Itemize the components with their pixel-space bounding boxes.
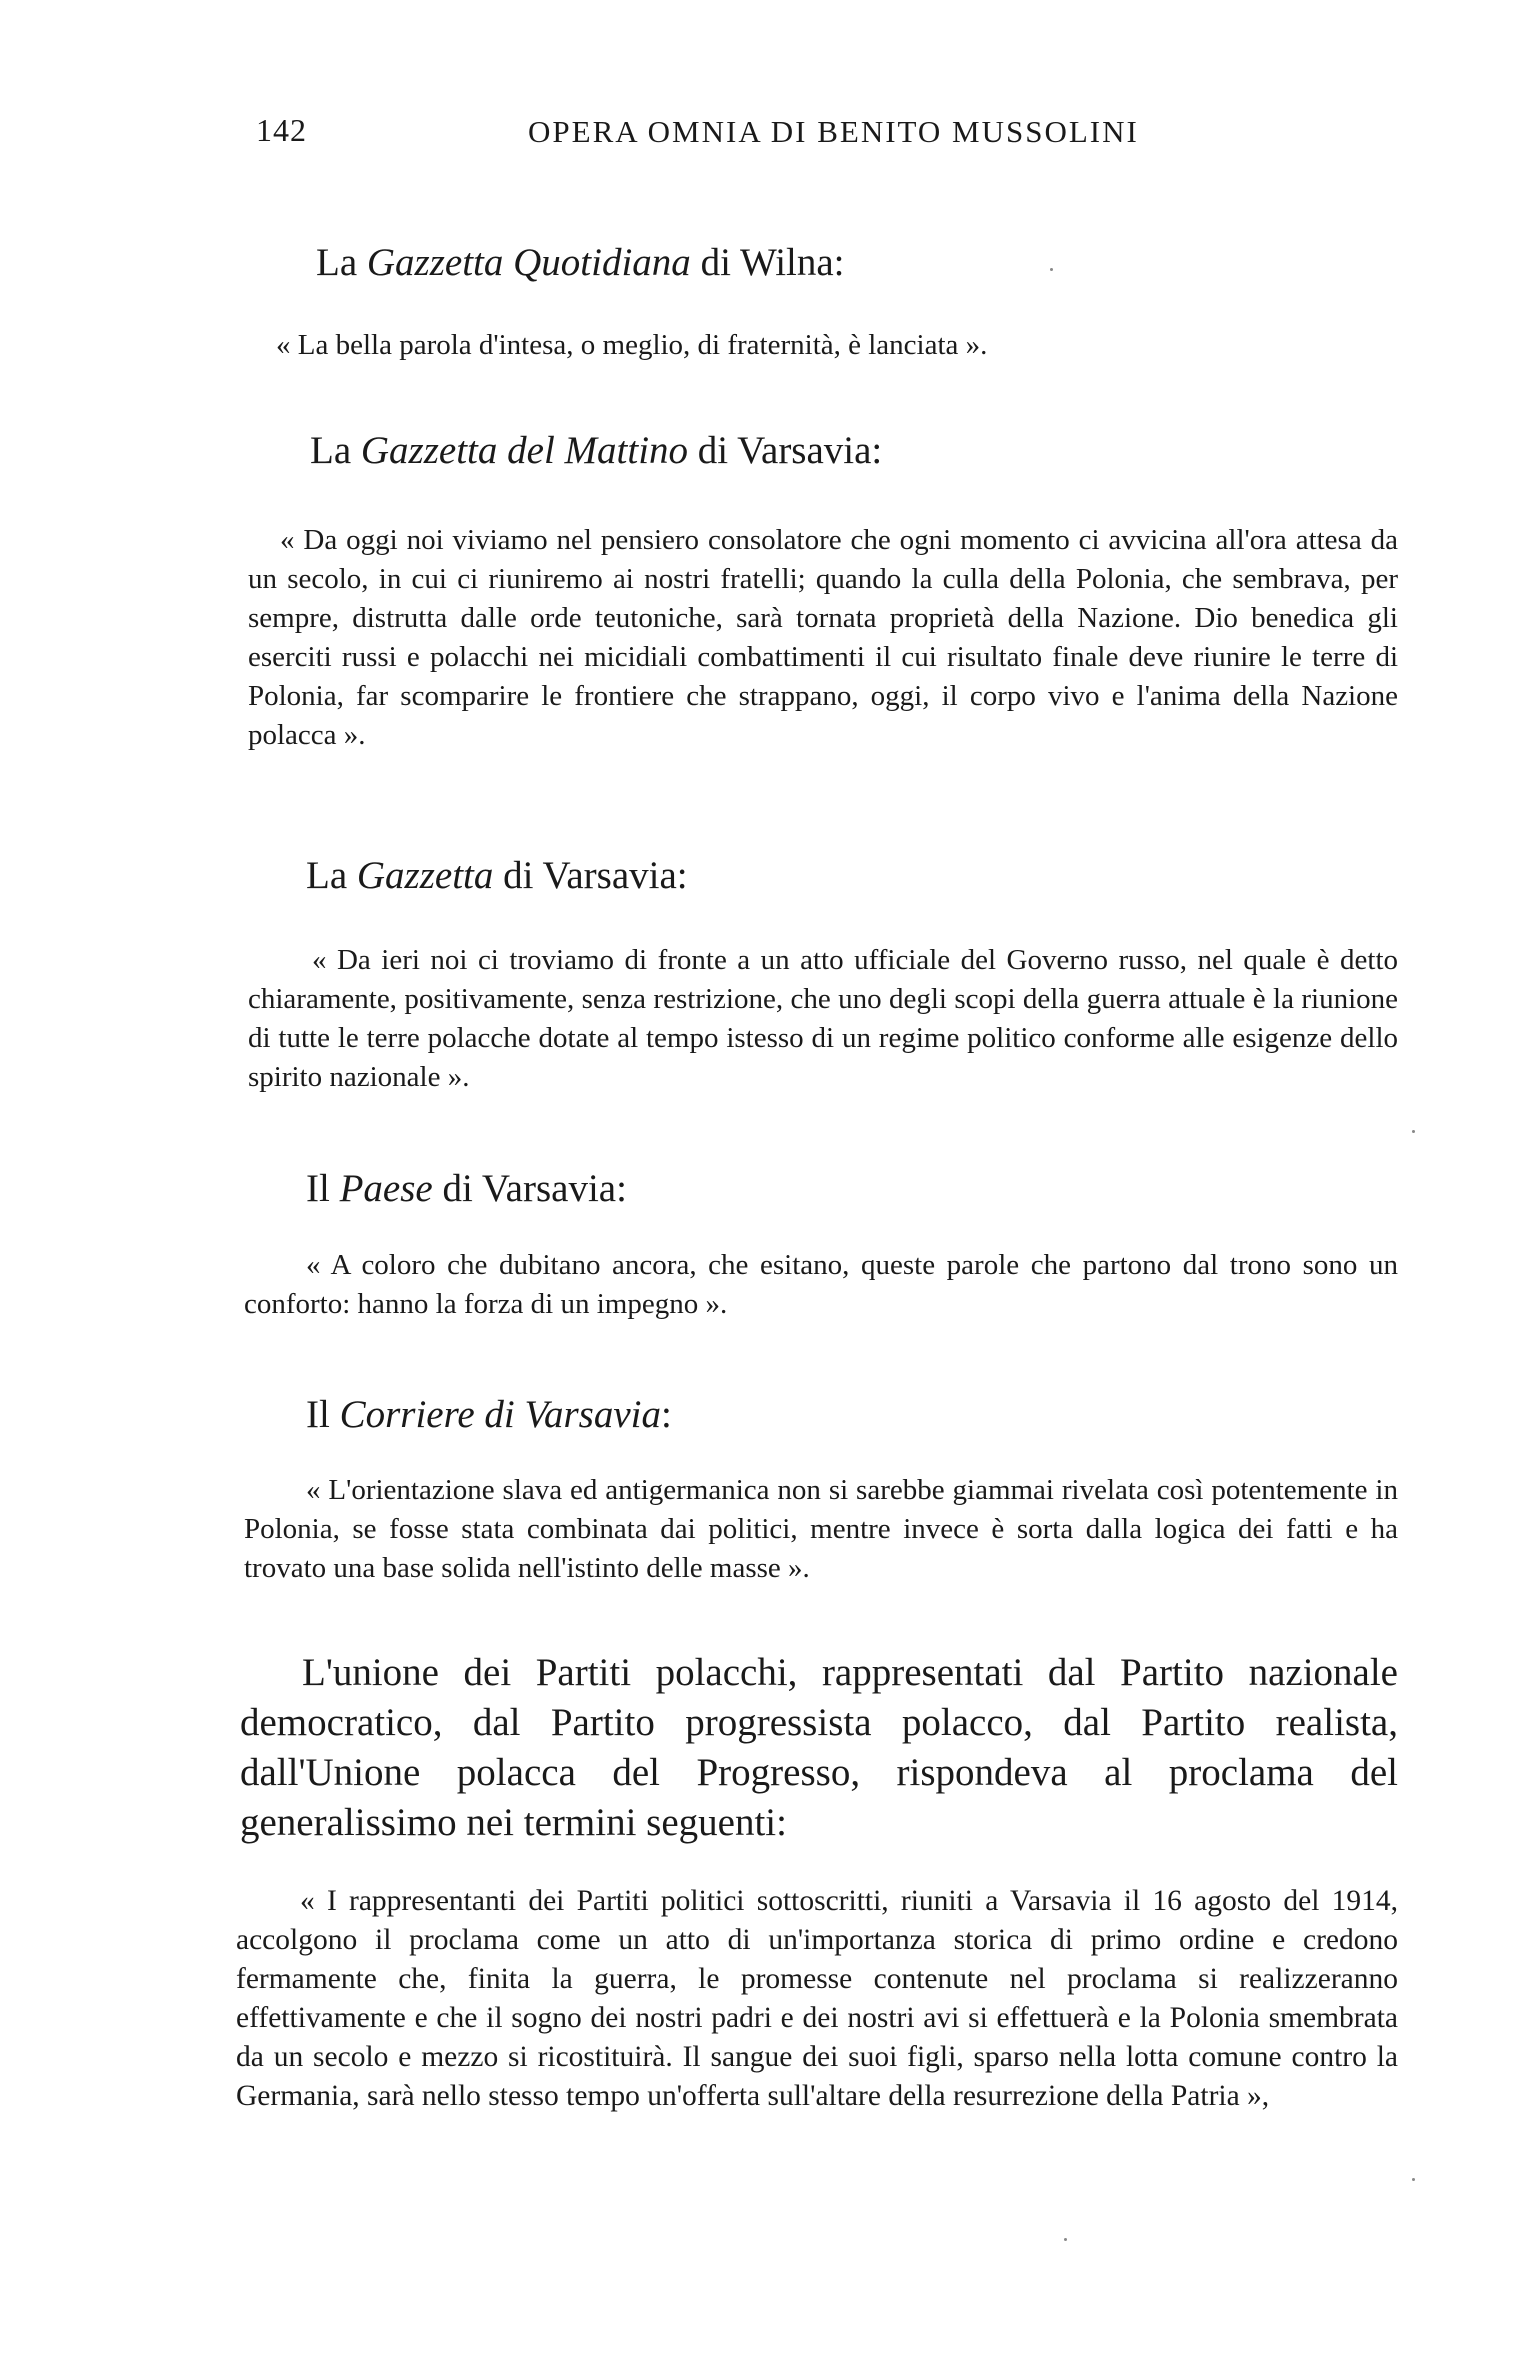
scan-speck <box>1412 1130 1415 1133</box>
section-intro <box>306 1392 672 1437</box>
intro-prefix: Il <box>306 1167 340 1210</box>
scan-speck <box>1064 2238 1067 2241</box>
intro-suffix: di Varsavia: <box>432 1167 627 1210</box>
newspaper-title: Gazzetta <box>356 854 494 897</box>
body-paragraph: L'unione dei Partiti polacchi, rappresentati dal Partito nazionale democratico, dal Partito progressista polacco, dal Partito realista, dall'Unione polacca del Progresso, rispondeva al proclama del generalissimo nei termini seguenti: <box>240 1651 1398 1844</box>
scan-speck <box>1412 2178 1415 2181</box>
section-quote: « La bella parola d'intesa, o meglio, di fraternità, è lanciata ». <box>276 329 988 361</box>
section-quote: « L'orientazione slava ed antigermanica non si sarebbe giammai rivelata così potentemente in Polonia, se fosse stata combinata dai politici, mentre invece è sorta dalla logica dei fatti e ha trovato una base solida nell'istinto delle masse ». <box>244 1474 1398 1584</box>
newspaper-title: Paese <box>339 1167 433 1210</box>
intro-prefix: La <box>306 854 357 897</box>
intro-suffix: di Varsavia: <box>688 429 883 472</box>
newspaper-title: Corriere di Varsavia <box>339 1393 661 1436</box>
intro-suffix: di Varsavia: <box>493 854 688 897</box>
section-quote: « Da ieri noi ci troviamo di fronte a un atto ufficiale del Governo russo, nel quale è detto chiaramente, positivamente, senza restrizione, che uno degli scopi della guerra attuale è la riunione di tutte le terre polacche dotate al tempo istesso di un regime politico conforme alle esigenze dello spirito nazionale ». <box>248 944 1398 1093</box>
newspaper-title: Gazzetta Quotidiana <box>366 241 691 284</box>
section-quote: « A coloro che dubitano ancora, che esitano, queste parole che partono dal trono sono un conforto: hanno la forza di un impegno ». <box>244 1249 1398 1320</box>
intro-prefix: La <box>310 429 361 472</box>
section-quote: « Da oggi noi viviamo nel pensiero consolatore che ogni momento ci avvicina all'ora attesa da un secolo, in cui ci riuniremo ai nostri fratelli; quando la culla della Polonia, che sembrava, per sempre, distrutta dalle orde teutoniche, sarà tornata proprietà della Nazione. Dio benedica gli eserciti russi e polacchi nei micidiali combattimenti il cui risultato finale deve riunire le terre di Polonia, far scomparire le frontiere che strappano, oggi, il corpo vivo e l'anima della Nazione polacca ». <box>248 524 1398 751</box>
intro-suffix: : <box>660 1393 672 1436</box>
book-title: OPERA OMNIA DI BENITO MUSSOLINI <box>528 114 1139 149</box>
running-header <box>256 112 1186 156</box>
final-quote: « I rappresentanti dei Partiti politici sottoscritti, riuniti a Varsavia il 16 agosto del 1914, accolgono il proclama come un atto di un'importanza storica di primo ordine e credono fermamente che, finita la guerra, le promesse contenute nel proclama si realizzeranno effettivamente e che il sogno dei nostri padri e dei nostri avi si effettuerà e la Polonia smembrata da un secolo e mezzo si ricostituirà. Il sangue dei suoi figli, sparso nella lotta comune contro la Germania, sarà nello stesso tempo un'offerta sull'altare della resurrezione della Patria », <box>236 1885 1398 2112</box>
section-intro <box>306 1166 627 1211</box>
page-number: 142 <box>256 112 307 148</box>
intro-suffix: di Wilna: <box>690 241 845 284</box>
newspaper-title: Gazzetta del Mattino <box>360 429 689 472</box>
intro-prefix: La <box>316 241 367 284</box>
section-intro <box>310 428 882 473</box>
intro-prefix: Il <box>306 1393 340 1436</box>
section-intro <box>306 853 688 898</box>
section-intro <box>316 240 845 285</box>
scan-speck <box>1050 268 1053 271</box>
